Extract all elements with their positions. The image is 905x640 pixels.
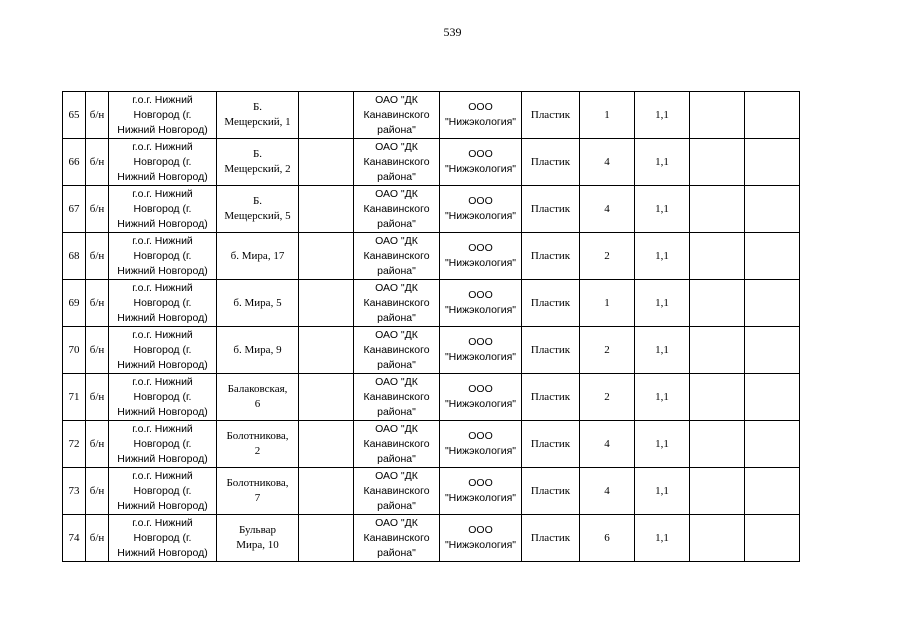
cell-row-number: 71 [63, 374, 86, 421]
cell-address: Бульвар Мира, 10 [217, 515, 299, 562]
cell-row-number: 73 [63, 468, 86, 515]
cell-material: Пластик [522, 468, 580, 515]
cell-row-number: 74 [63, 515, 86, 562]
cell-operator: ООО "Нижэкология" [440, 186, 522, 233]
cell-settlement: г.о.г. Нижний Новгород (г. Нижний Новгород) [109, 374, 217, 421]
cell-address: б. Мира, 9 [217, 327, 299, 374]
cell-operator: ООО "Нижэкология" [440, 374, 522, 421]
cell-extra-1 [690, 421, 745, 468]
cell-bn: б/н [86, 233, 109, 280]
cell-row-number: 69 [63, 280, 86, 327]
cell-count: 1 [580, 280, 635, 327]
cell-empty [299, 186, 354, 233]
cell-volume: 1,1 [635, 92, 690, 139]
cell-material: Пластик [522, 280, 580, 327]
cell-row-number: 67 [63, 186, 86, 233]
cell-extra-1 [690, 468, 745, 515]
cell-count: 1 [580, 92, 635, 139]
cell-bn: б/н [86, 280, 109, 327]
cell-extra-1 [690, 233, 745, 280]
cell-bn: б/н [86, 327, 109, 374]
cell-extra-2 [745, 515, 800, 562]
cell-settlement: г.о.г. Нижний Новгород (г. Нижний Новгород) [109, 327, 217, 374]
cell-volume: 1,1 [635, 374, 690, 421]
cell-empty [299, 92, 354, 139]
cell-extra-2 [745, 468, 800, 515]
cell-row-number: 66 [63, 139, 86, 186]
cell-extra-1 [690, 92, 745, 139]
cell-material: Пластик [522, 374, 580, 421]
cell-extra-1 [690, 374, 745, 421]
page-number: 539 [443, 25, 462, 39]
table-row [63, 186, 800, 233]
table-row [63, 327, 800, 374]
cell-volume: 1,1 [635, 468, 690, 515]
table-row [63, 139, 800, 186]
cell-extra-1 [690, 280, 745, 327]
table-row [63, 374, 800, 421]
cell-settlement: г.о.г. Нижний Новгород (г. Нижний Новгород) [109, 233, 217, 280]
cell-empty [299, 374, 354, 421]
cell-owner: ОАО "ДК Канавинского района" [354, 327, 440, 374]
cell-count: 4 [580, 186, 635, 233]
cell-extra-1 [690, 186, 745, 233]
cell-owner: ОАО "ДК Канавинского района" [354, 92, 440, 139]
cell-empty [299, 468, 354, 515]
cell-address: Б. Мещерский, 1 [217, 92, 299, 139]
cell-owner: ОАО "ДК Канавинского района" [354, 468, 440, 515]
cell-row-number: 70 [63, 327, 86, 374]
cell-bn: б/н [86, 139, 109, 186]
table-row [63, 468, 800, 515]
cell-empty [299, 233, 354, 280]
cell-operator: ООО "Нижэкология" [440, 468, 522, 515]
cell-settlement: г.о.г. Нижний Новгород (г. Нижний Новгород) [109, 421, 217, 468]
cell-settlement: г.о.г. Нижний Новгород (г. Нижний Новгород) [109, 515, 217, 562]
cell-material: Пластик [522, 233, 580, 280]
cell-settlement: г.о.г. Нижний Новгород (г. Нижний Новгород) [109, 280, 217, 327]
cell-operator: ООО "Нижэкология" [440, 421, 522, 468]
cell-extra-2 [745, 186, 800, 233]
cell-empty [299, 280, 354, 327]
cell-owner: ОАО "ДК Канавинского района" [354, 233, 440, 280]
cell-count: 6 [580, 515, 635, 562]
cell-address: Балаковская, 6 [217, 374, 299, 421]
cell-count: 4 [580, 421, 635, 468]
cell-bn: б/н [86, 92, 109, 139]
cell-address: Болотникова, 7 [217, 468, 299, 515]
cell-owner: ОАО "ДК Канавинского района" [354, 186, 440, 233]
cell-volume: 1,1 [635, 139, 690, 186]
cell-row-number: 68 [63, 233, 86, 280]
cell-extra-2 [745, 374, 800, 421]
cell-material: Пластик [522, 515, 580, 562]
cell-extra-2 [745, 92, 800, 139]
cell-bn: б/н [86, 468, 109, 515]
cell-volume: 1,1 [635, 515, 690, 562]
cell-count: 2 [580, 327, 635, 374]
cell-row-number: 65 [63, 92, 86, 139]
cell-settlement: г.о.г. Нижний Новгород (г. Нижний Новгород) [109, 186, 217, 233]
cell-address: б. Мира, 5 [217, 280, 299, 327]
cell-settlement: г.о.г. Нижний Новгород (г. Нижний Новгород) [109, 139, 217, 186]
cell-empty [299, 515, 354, 562]
cell-operator: ООО "Нижэкология" [440, 233, 522, 280]
table-row [63, 280, 800, 327]
cell-extra-2 [745, 327, 800, 374]
cell-count: 2 [580, 374, 635, 421]
cell-count: 2 [580, 233, 635, 280]
cell-address: б. Мира, 17 [217, 233, 299, 280]
cell-bn: б/н [86, 515, 109, 562]
cell-empty [299, 327, 354, 374]
cell-owner: ОАО "ДК Канавинского района" [354, 421, 440, 468]
cell-owner: ОАО "ДК Канавинского района" [354, 374, 440, 421]
cell-empty [299, 421, 354, 468]
cell-extra-2 [745, 421, 800, 468]
cell-volume: 1,1 [635, 233, 690, 280]
cell-extra-1 [690, 327, 745, 374]
cell-owner: ОАО "ДК Канавинского района" [354, 139, 440, 186]
cell-address: Б. Мещерский, 2 [217, 139, 299, 186]
cell-material: Пластик [522, 186, 580, 233]
cell-count: 4 [580, 468, 635, 515]
cell-volume: 1,1 [635, 280, 690, 327]
cell-empty [299, 139, 354, 186]
cell-settlement: г.о.г. Нижний Новгород (г. Нижний Новгород) [109, 468, 217, 515]
cell-volume: 1,1 [635, 421, 690, 468]
cell-extra-2 [745, 139, 800, 186]
cell-volume: 1,1 [635, 327, 690, 374]
cell-bn: б/н [86, 374, 109, 421]
cell-volume: 1,1 [635, 186, 690, 233]
cell-address: Болотникова, 2 [217, 421, 299, 468]
cell-bn: б/н [86, 186, 109, 233]
cell-material: Пластик [522, 92, 580, 139]
cell-owner: ОАО "ДК Канавинского района" [354, 280, 440, 327]
cell-bn: б/н [86, 421, 109, 468]
cell-address: Б. Мещерский, 5 [217, 186, 299, 233]
cell-material: Пластик [522, 327, 580, 374]
cell-extra-2 [745, 233, 800, 280]
cell-extra-1 [690, 515, 745, 562]
cell-extra-2 [745, 280, 800, 327]
cell-operator: ООО "Нижэкология" [440, 515, 522, 562]
cell-material: Пластик [522, 421, 580, 468]
table-row [63, 233, 800, 280]
table-row [63, 515, 800, 562]
table-body [63, 92, 800, 562]
cell-material: Пластик [522, 139, 580, 186]
cell-row-number: 72 [63, 421, 86, 468]
cell-count: 4 [580, 139, 635, 186]
cell-operator: ООО "Нижэкология" [440, 280, 522, 327]
cell-operator: ООО "Нижэкология" [440, 139, 522, 186]
registry-table [62, 91, 800, 562]
cell-operator: ООО "Нижэкология" [440, 92, 522, 139]
table-row [63, 92, 800, 139]
cell-operator: ООО "Нижэкология" [440, 327, 522, 374]
cell-owner: ОАО "ДК Канавинского района" [354, 515, 440, 562]
cell-settlement: г.о.г. Нижний Новгород (г. Нижний Новгород) [109, 92, 217, 139]
table-row [63, 421, 800, 468]
cell-extra-1 [690, 139, 745, 186]
